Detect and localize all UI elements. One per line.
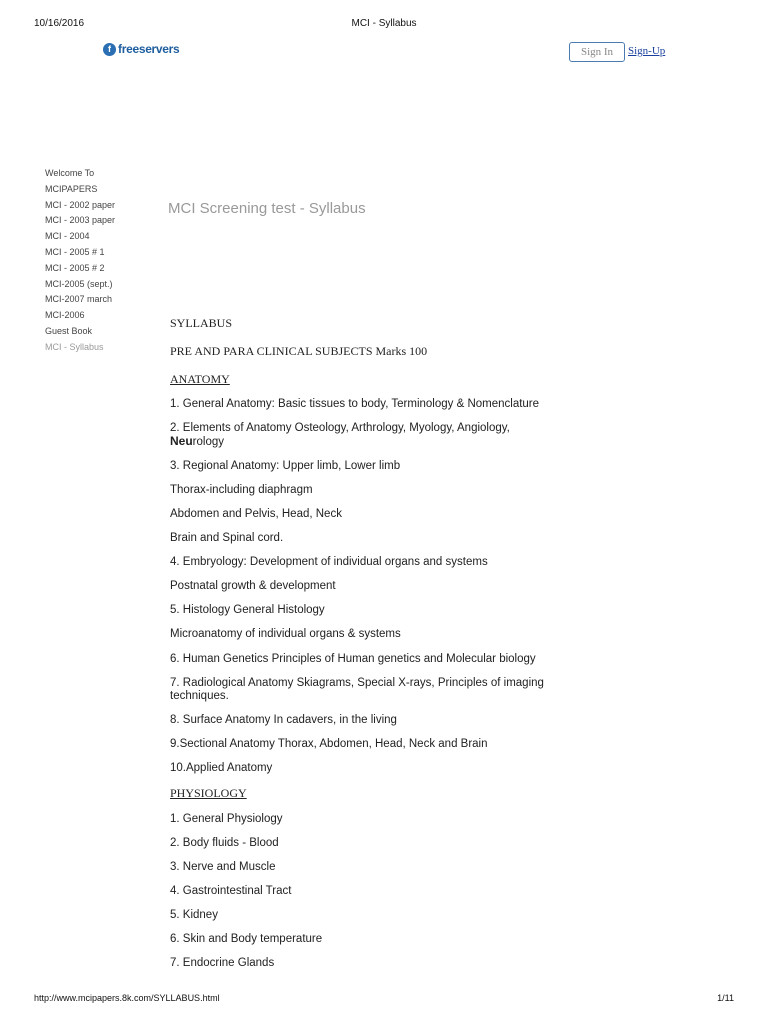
anatomy-line: Abdomen and Pelvis, Head, Neck bbox=[170, 508, 342, 520]
freeservers-logo[interactable] bbox=[103, 42, 179, 56]
anatomy-line: 6. Human Genetics Principles of Human genetics and Molecular biology bbox=[170, 653, 536, 665]
anatomy-line: 4. Embryology: Development of individual organs and systems bbox=[170, 556, 488, 568]
anatomy-line: Microanatomy of individual organs & systems bbox=[170, 628, 401, 640]
print-header-date: 10/16/2016 bbox=[34, 18, 85, 29]
nav-item-2004[interactable]: MCI - 2004 bbox=[45, 231, 90, 242]
nav-item-2003-paper[interactable]: MCI - 2003 paper bbox=[45, 215, 116, 226]
anatomy-line-cont: techniques. bbox=[170, 690, 229, 702]
nav-item-welcome[interactable]: Welcome To bbox=[45, 168, 95, 178]
neurology-rest: rology bbox=[192, 436, 224, 448]
nav-item-2007-march[interactable]: MCI-2007 march bbox=[45, 294, 113, 305]
nav-item-syllabus[interactable]: MCI - Syllabus bbox=[45, 341, 104, 352]
physiology-heading: PHYSIOLOGY bbox=[170, 786, 247, 800]
sidebar-nav bbox=[45, 166, 155, 356]
physiology-line: 5. Kidney bbox=[170, 909, 218, 921]
nav-item-mcipapers[interactable]: MCIPAPERS bbox=[45, 183, 98, 194]
nav-item-2006[interactable]: MCI-2006 bbox=[45, 310, 85, 321]
freeservers-logo-icon: f bbox=[103, 43, 116, 56]
anatomy-line bbox=[170, 422, 590, 449]
subjects-heading: PRE AND PARA CLINICAL SUBJECTS Marks 100 bbox=[170, 344, 428, 358]
anatomy-heading: ANATOMY bbox=[170, 372, 230, 386]
anatomy-line: Postnatal growth & development bbox=[170, 580, 336, 592]
anatomy-line: 5. Histology General Histology bbox=[170, 604, 325, 616]
physiology-line: 2. Body fluids - Blood bbox=[170, 837, 279, 849]
anatomy-line: 10.Applied Anatomy bbox=[170, 762, 273, 774]
freeservers-logo-text: freeservers bbox=[118, 42, 180, 56]
anatomy-line: 9.Sectional Anatomy Thorax, Abdomen, Head, Neck and Brain bbox=[170, 738, 488, 750]
anatomy-line bbox=[170, 677, 590, 703]
syllabus-content bbox=[170, 316, 590, 970]
print-footer-page-number: 1/11 bbox=[717, 993, 734, 1003]
anatomy-line: 8. Surface Anatomy In cadavers, in the living bbox=[170, 714, 397, 726]
nav-item-2005-2[interactable]: MCI - 2005 # 2 bbox=[45, 262, 105, 273]
anatomy-line: 1. General Anatomy: Basic tissues to body, Terminology & Nomenclature bbox=[170, 398, 540, 410]
print-footer-url: http://www.mcipapers.8k.com/SYLLABUS.html bbox=[34, 993, 220, 1003]
nav-item-2002-paper[interactable]: MCI - 2002 paper bbox=[45, 199, 116, 210]
nav-item-guest-book[interactable]: Guest Book bbox=[45, 325, 93, 336]
page-title: MCI Screening test - Syllabus bbox=[168, 200, 366, 217]
syllabus-heading: SYLLABUS bbox=[170, 316, 233, 330]
physiology-line: 4. Gastrointestinal Tract bbox=[170, 885, 292, 897]
sign-in-button[interactable]: Sign In bbox=[569, 42, 625, 62]
nav-item-2005-1[interactable]: MCI - 2005 # 1 bbox=[45, 246, 105, 257]
physiology-line: 1. General Physiology bbox=[170, 813, 283, 825]
print-header-title: MCI - Syllabus bbox=[351, 18, 417, 29]
sign-up-link[interactable]: Sign-Up bbox=[628, 45, 666, 57]
anatomy-line: Brain and Spinal cord. bbox=[170, 532, 284, 544]
neurology-bold: Neu bbox=[170, 434, 193, 448]
anatomy-line: 3. Regional Anatomy: Upper limb, Lower limb bbox=[170, 460, 401, 472]
physiology-line: 3. Nerve and Muscle bbox=[170, 861, 276, 873]
physiology-line: 7. Endocrine Glands bbox=[170, 957, 275, 969]
nav-item-2005-sept[interactable]: MCI-2005 (sept.) bbox=[45, 278, 113, 289]
anatomy-line: Thorax-including diaphragm bbox=[170, 484, 313, 496]
anatomy-line-text: 2. Elements of Anatomy Osteology, Arthrology, Myology, Angiology, bbox=[170, 422, 510, 434]
physiology-line: 6. Skin and Body temperature bbox=[170, 933, 323, 945]
anatomy-line-text: 7. Radiological Anatomy Skiagrams, Special X-rays, Principles of imaging bbox=[170, 677, 544, 689]
